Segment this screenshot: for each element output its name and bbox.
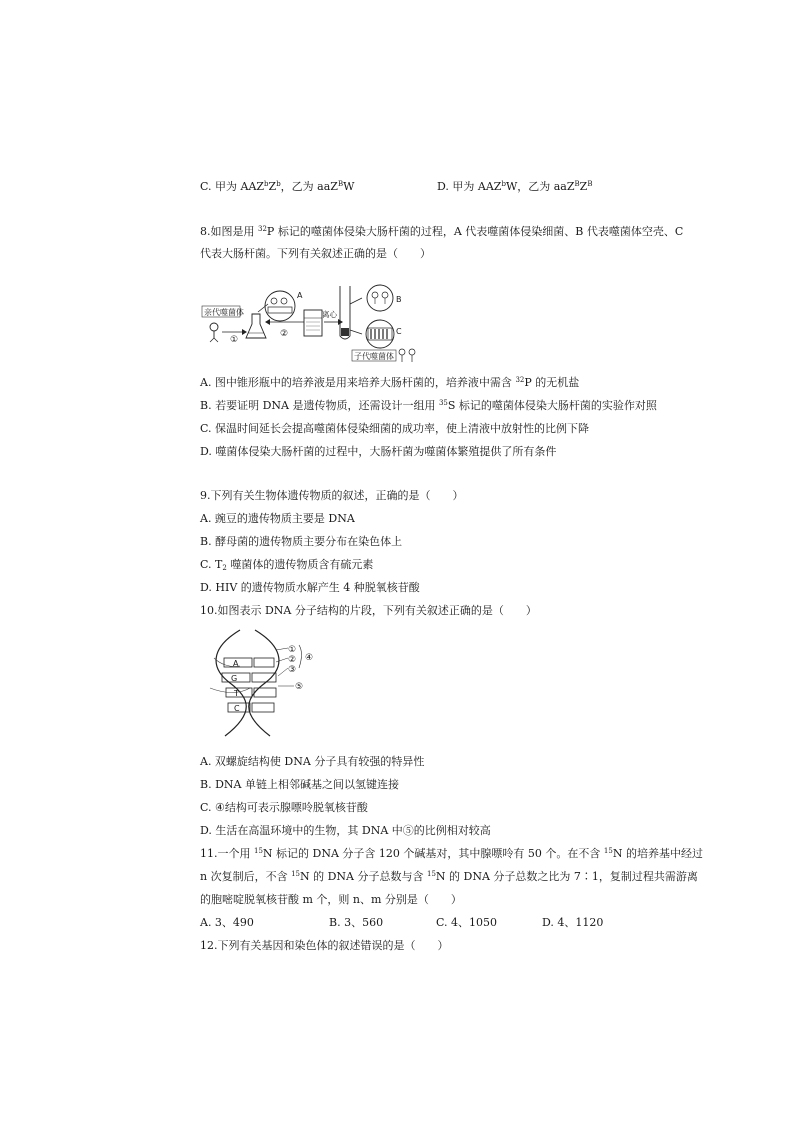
q11-option-c: C. 4、1050 (436, 916, 498, 929)
base-a: A (233, 659, 239, 668)
q7-option-d: D. 甲为 AAZ$^b$W，乙为 $aaZ^BZ^B$ (437, 180, 593, 193)
step-1-label: ① (230, 335, 239, 345)
dna-strand-left (216, 630, 246, 736)
q10-option-a: A. 双螺旋结构使 DNA 分子具有较强的特异性 (200, 755, 425, 768)
parent-phage-icon (210, 323, 218, 342)
q11-stem-line3: 的胞嘧啶脱氧核苷酸 m 个，则 n、m 分别是（ ） (200, 893, 462, 906)
dna-structure-figure (200, 628, 320, 738)
q10-stem: 10.如图表示 DNA 分子结构的片段，下列有关叙述正确的是（ ） (200, 604, 537, 617)
base-pair-row-4 (228, 703, 274, 713)
label-5: ⑤ (295, 682, 304, 692)
flask-icon (246, 314, 266, 338)
infection-circle-a (265, 291, 295, 321)
label-b: B (396, 295, 402, 304)
q8-option-a: A. 图中锥形瓶中的培养液是用来培养大肠杆菌的，培养液中需含 $^{32}$P 的无机盐 (200, 376, 580, 389)
q8-option-d: D. 噬菌体侵染大肠杆菌的过程中，大肠杆菌为噬菌体繁殖提供了所有条件 (200, 445, 557, 458)
centrifuge-label: 离心 (322, 310, 337, 319)
empty-shell-circle-b (367, 285, 393, 311)
label-3: ③ (288, 665, 297, 675)
q9-option-a: A. 豌豆的遗传物质主要是 DNA (200, 512, 355, 525)
base-t: T (234, 689, 239, 698)
q11-option-d: D. 4、1120 (542, 916, 604, 929)
base-c: C (234, 704, 240, 713)
offspring-phage-label: 子代噬菌体 (354, 352, 394, 361)
q8-option-b: B. 若要证明 DNA 是遗传物质，还需设计一组用 $^{35}$S 标记的噬菌体侵染大肠杆菌的实验作对照 (200, 399, 657, 412)
phage-infection-figure (200, 284, 420, 366)
q8-option-c: C. 保温时间延长会提高噬菌体侵染细菌的成功率，使上清液中放射性的比例下降 (200, 422, 590, 435)
step-2-label: ② (280, 329, 289, 339)
q8-stem-line1: 8.如图是用 $^{32}$P 标记的噬菌体侵染大肠杆菌的过程，A 代表噬菌体侵染细菌、B 代表噬菌体空壳、C (200, 225, 684, 238)
q11-option-a: A. 3、490 (200, 916, 254, 929)
label-1: ① (288, 645, 297, 655)
offspring-phage-icons (399, 349, 415, 362)
parent-phage-label: 亲代噬菌体 (204, 308, 244, 317)
q11-option-b: B. 3、560 (329, 916, 384, 929)
q9-option-c: C. $T_2$ 噬菌体的遗传物质含有硫元素 (200, 558, 374, 572)
bacteria-circle-c (366, 320, 394, 348)
label-2: ② (288, 655, 297, 665)
q7-option-c: C. 甲为 $AAZ^bZ^b$，乙为 aaZ$^B$W (200, 180, 355, 193)
base-g: G (231, 674, 238, 683)
q11-stem-line2: n 次复制后，不含 $^{15}$N 的 DNA 分子总数与含 $^{15}$N 的 DNA 分子总数之比为 7∶1，复制过程共需游离 (200, 870, 698, 883)
label-a: A (297, 291, 303, 300)
base-pair-row-2 (222, 673, 276, 683)
q9-option-d: D. HIV 的遗传物质水解产生 4 种脱氧核苷酸 (200, 581, 420, 594)
q11-stem-line1: 11.一个用 $^{15}$N 标记的 DNA 分子含 120 个碱基对，其中腺嘌呤有 50 个。在不含 $^{15}$N 的培养基中经过 (200, 847, 703, 860)
q10-option-b: B. DNA 单链上相邻碱基之间以氢键连接 (200, 778, 399, 791)
q12-stem: 12.下列有关基因和染色体的叙述错误的是（ ） (200, 939, 449, 952)
base-pair-row-3 (226, 688, 276, 698)
beaker-icon (304, 310, 322, 336)
label-4: ④ (305, 653, 314, 663)
dna-strand-right (249, 630, 279, 736)
q9-stem: 9.下列有关生物体遗传物质的叙述，正确的是（ ） (200, 489, 464, 502)
q9-option-b: B. 酵母菌的遗传物质主要分布在染色体上 (200, 535, 403, 548)
q10-option-c: C. ④结构可表示腺嘌呤脱氧核苷酸 (200, 801, 368, 814)
q10-option-d: D. 生活在高温环境中的生物，其 DNA 中⑤的比例相对较高 (200, 824, 491, 837)
label-c: C (396, 327, 402, 336)
q8-stem-line2: 代表大肠杆菌。下列有关叙述正确的是（ ） (200, 247, 431, 260)
